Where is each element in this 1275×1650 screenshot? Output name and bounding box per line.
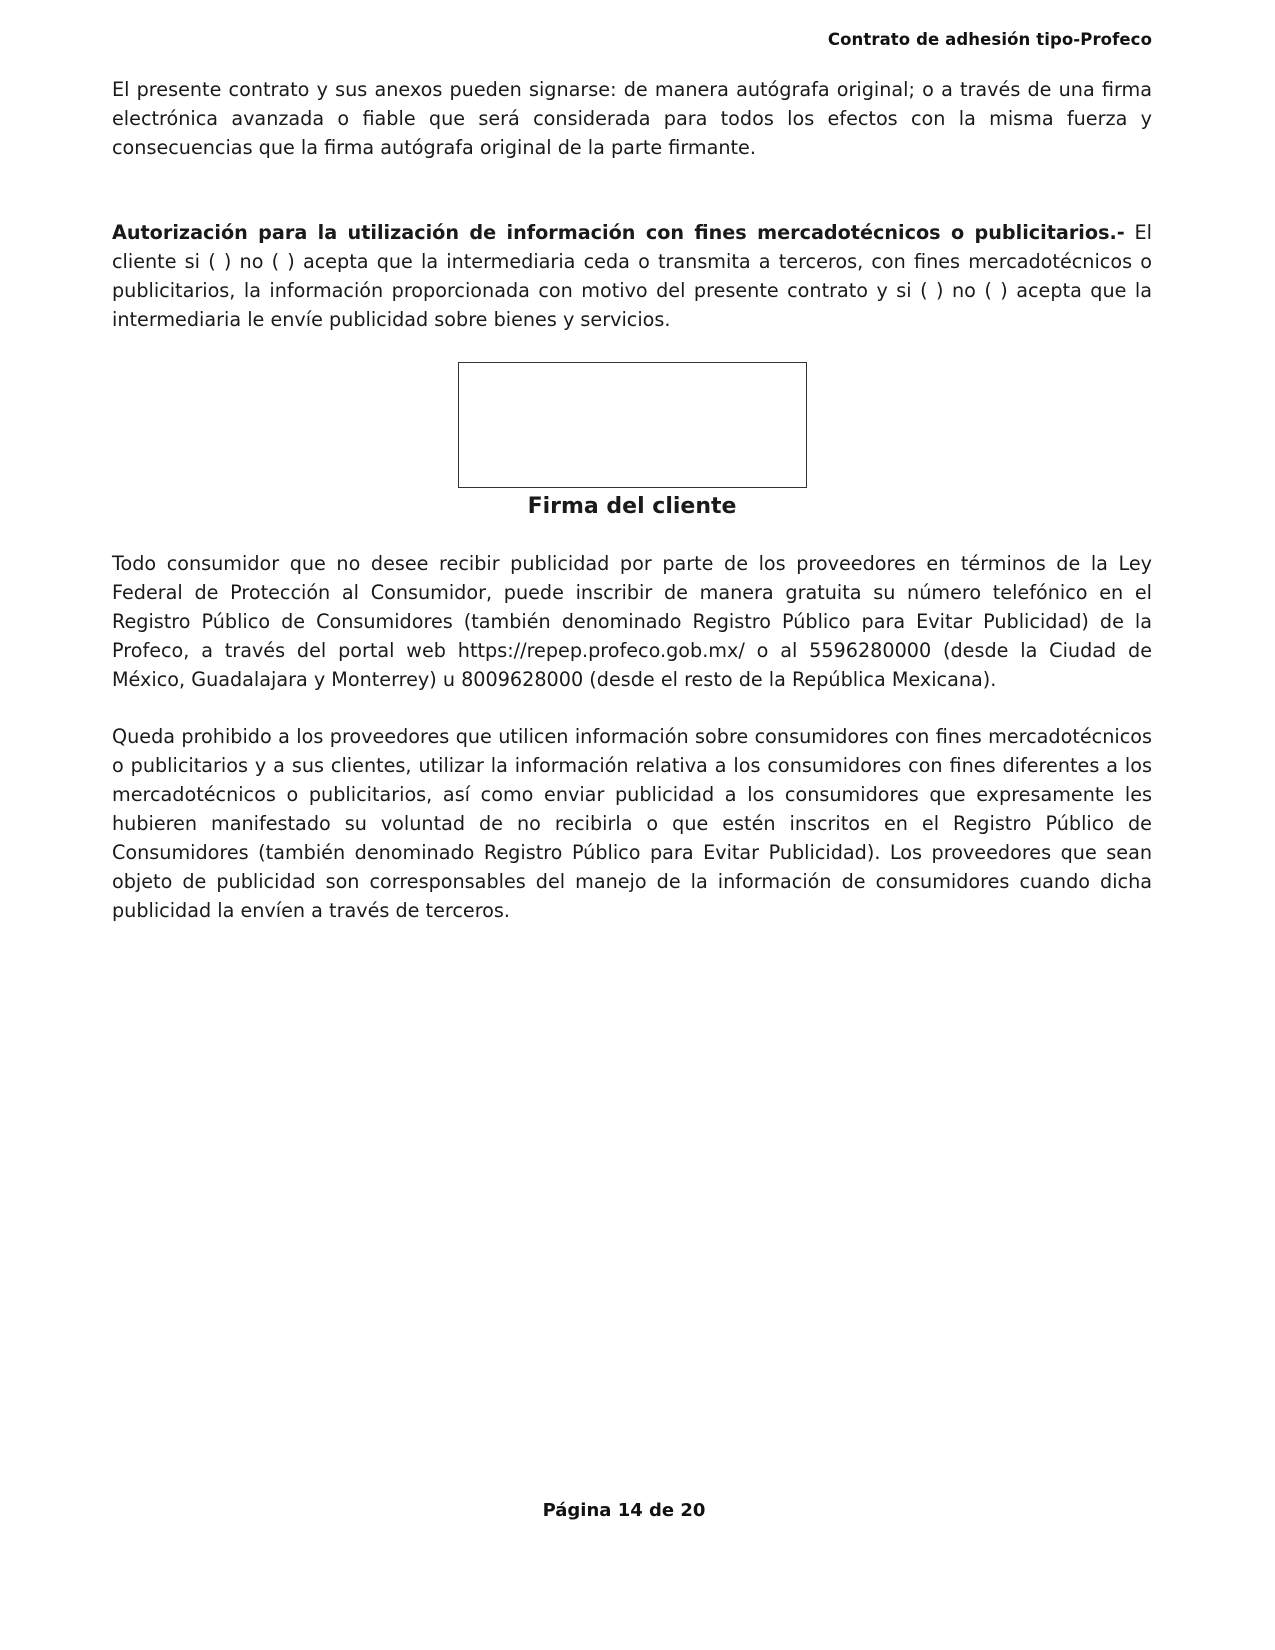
paragraph-registry-notice: Todo consumidor que no desee recibir publicidad por parte de los proveedores en términos de la Ley Federal de Protección al Consumidor, puede inscribir de manera gratuita su número telefónico en el Registro Público de Consumidores (también denominado Registro Público para Evitar Publicidad) de la Profeco, a través del portal web https://repep.profeco.gob.mx/ o al 5596280000 (desde la Ciudad de México, Guadalajara y Monterrey) u 8009628000 (desde el resto de la República Mexicana). [112,552,1152,691]
client-signature-label: Firma del cliente [527,494,737,519]
client-signature-box[interactable] [458,362,807,488]
paragraph-authorization [112,218,1152,334]
paragraph-signature-methods: El presente contrato y sus anexos pueden signarse: de manera autógrafa original; o a través de una firma electrónica avanzada o fiable que será considerada para todos los efectos con la misma fuerza y consecuencias que la firma autógrafa original de la parte firmante. [112,78,1152,159]
authorization-heading: Autorización para la utilización de información con fines mercadotécnicos o publicitarios.- [112,221,1125,244]
paragraph-prohibition-notice: Queda prohibido a los proveedores que utilicen información sobre consumidores con fines mercadotécnicos o publicitarios y a sus clientes, utilizar la información relativa a los consumidores con fines diferentes a los mercadotécnicos o publicitarios, así como enviar publicidad a los consumidores que expresamente les hubieren manifestado su voluntad de no recibirla o que estén inscritos en el Registro Público de Consumidores (también denominado Registro Público para Evitar Publicidad). Los proveedores que sean objeto de publicidad son corresponsables del manejo de la información de consumidores cuando dicha publicidad la envíen a través de terceros. [112,725,1152,922]
authorization-body: El cliente si ( ) no ( ) acepta que la intermediaria ceda o transmita a terceros, con fines mercadotécnicos o publicitarios, la información proporcionada con motivo del presente contrato y si ( ) no ( ) acepta que la intermediaria le envíe publicidad sobre bienes y servicios. [112,221,1152,331]
document-body [112,75,1152,925]
document-header-title: Contrato de adhesión tipo-Profeco [827,30,1152,49]
page-number: Página 14 de 20 [542,1500,706,1521]
